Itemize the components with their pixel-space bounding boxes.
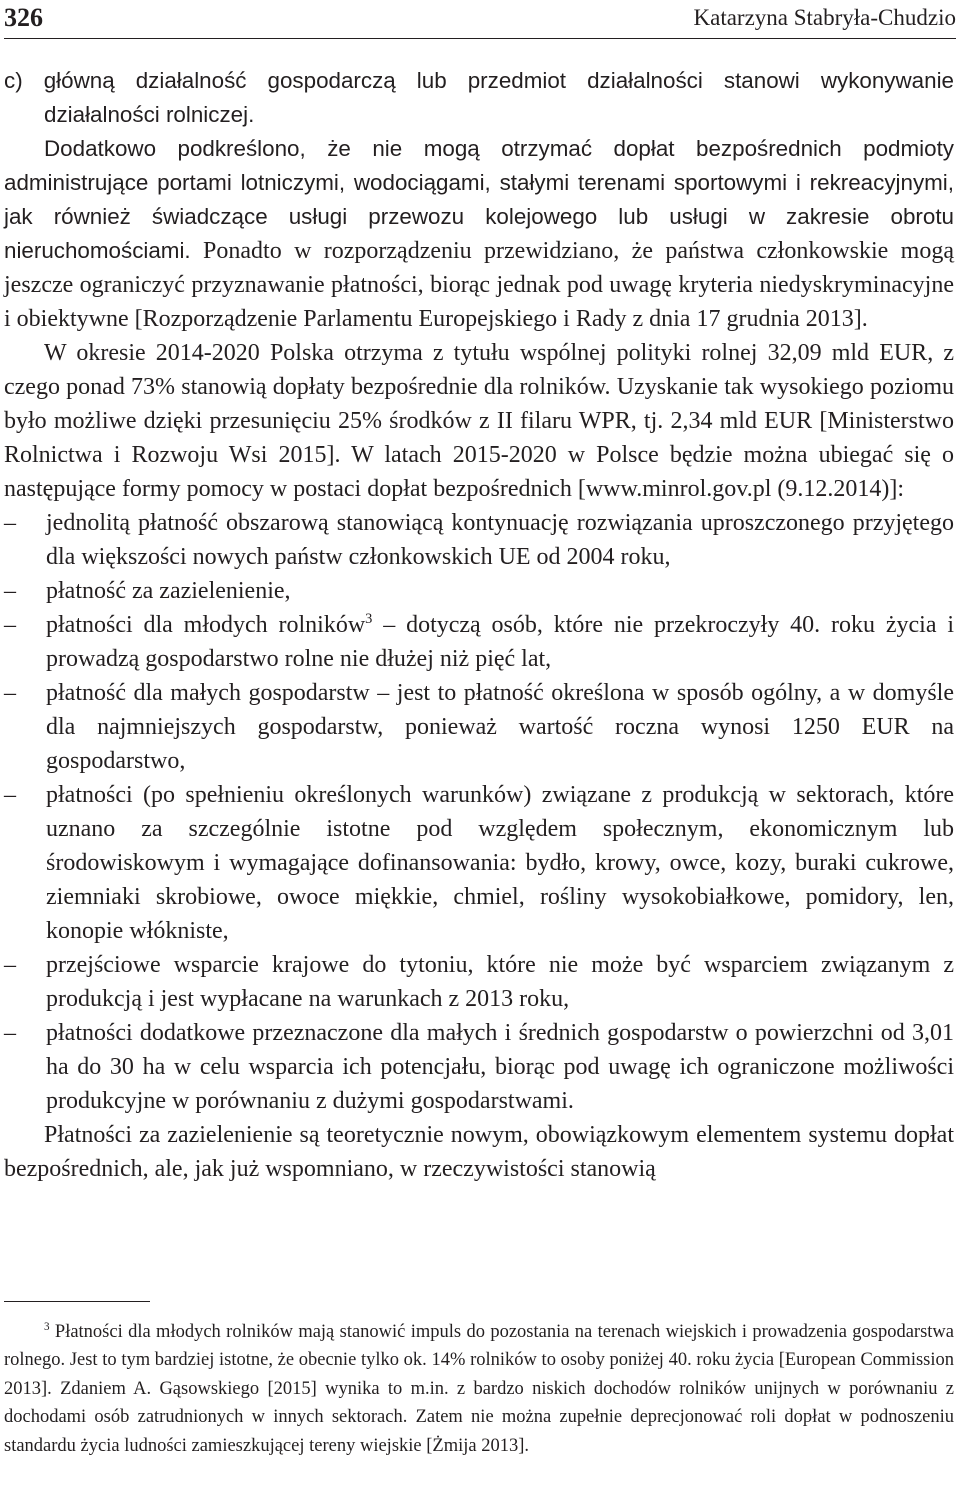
list-item-text: jednolitą płatność obszarową stanowiącą kontynuację rozwiązania uproszczonego przyjętego dla większości nowych państw członkowskich UE od 2004 roku, <box>46 510 954 570</box>
list-item-c: c) główną działalność gospodarczą lub przedmiot działalności stanowi wykonywanie działalności rolniczej. <box>4 68 954 127</box>
dash-bullet: – <box>4 612 16 638</box>
dash-bullet: – <box>4 578 16 604</box>
dash-bullet: – <box>4 510 16 536</box>
footnote-text: Płatności dla młodych rolników mają stanowić impuls do pozostania na terenach wiejskich i prowadzenia gospodarstwa rolnego. Jest to tym bardziej istotne, że obecnie tylko ok. 14% rolników to osoby poniżej 40. roku życia [European Commission 2013]. Zdaniem A. Gąsowskiego [2015] wynika to m.in. z bardzo niskich dochodów rolników unijnych w porównaniu z dochodami osób zatrudnionych w innych sektorach. Zatem nie można zupełnie deprecjonować roli dopłat w podnoszeniu standardu życia ludności zamieszkującej tereny wiejskie [Żmija 2013]. <box>4 1322 954 1456</box>
dash-bullet: – <box>4 1020 16 1046</box>
main-text <box>4 64 954 1186</box>
paragraph-1-rest: Ponadto w rozporządzeniu przewidziano, że państwa członkowskie mogą jeszcze ograniczyć przyznawanie płatności, biorąc jednak pod uwagę kryteria niedyskryminacyjne i obiektywne [Rozporządzenie Parlamentu Europejskiego i Rady z dnia 17 grudnia 2013]. <box>4 238 954 332</box>
dash-bullet: – <box>4 952 16 978</box>
list-item <box>4 506 954 574</box>
list-item <box>4 676 954 778</box>
paragraph-1 <box>4 132 954 336</box>
list-item-text: płatność dla małych gospodarstw – jest to płatność określona w sposób ogólny, a w domyśle dla najmniejszych gospodarstw, ponieważ wartość roczna wynosi 1250 EUR na gospodarstwo, <box>46 680 954 774</box>
dash-bullet: – <box>4 782 16 808</box>
list-item <box>4 1016 954 1118</box>
paragraph-3: Płatności za zazielenienie są teoretycznie nowym, obowiązkowym elementem systemu dopłat bezpośrednich, ale, jak już wspomniano, w rzeczywistości stanowią <box>4 1122 954 1182</box>
list-item <box>4 574 954 608</box>
page-number: 326 <box>4 3 43 32</box>
list-item-text: płatności dodatkowe przeznaczone dla małych i średnich gospodarstw o powierzchni od 3,01 ha do 30 ha w celu wsparcia ich potencjału, biorąc pod uwagę ich ograniczone możliwości produkcyjne w porównaniu z dużymi gospodarstwami. <box>46 1020 954 1114</box>
dash-bullet: – <box>4 680 16 706</box>
list-item-text-start: płatności dla młodych rolników <box>46 612 366 638</box>
list-item-text: płatność za zazielenienie, <box>46 578 291 604</box>
list-item-text: przejściowe wsparcie krajowe do tytoniu, które nie może być wsparciem związanym z produkcją i jest wypłacane na warunkach z 2013 roku, <box>46 952 954 1012</box>
list-item-text-end: – dotyczą osób, które nie przekroczyły 40. roku życia i prowadzą gospodarstwo rolne nie dłużej niż pięć lat, <box>46 612 954 672</box>
list-item <box>4 778 954 948</box>
list-item <box>4 608 954 676</box>
list-item-text: płatności (po spełnieniu określonych warunków) związane z produkcją w sektorach, które uznano za szczególnie istotne pod względem społecznym, ekonomicznym lub środowiskowym i wymagające dofinansowania: bydło, krowy, owce, kozy, buraki cukrowe, ziemniaki skrobiowe, owoce miękkie, chmiel, rośliny wysokobiałkowe, pomidory, len, konopie włókniste, <box>46 782 954 944</box>
page-header <box>4 0 956 39</box>
footnote-separator <box>4 1301 150 1302</box>
paragraph-1-start: Dodatkowo podkreślono, że nie mogą otrzymać dopłat bezpośrednich podmioty administrujące portami lotniczymi, wodociągami, stałymi terenami sportowymi i rekreacyjnymi, jak również świadczące usługi przewozu kolejowego lub usługi w zakresie obrotu nieruchomościami. <box>4 136 954 263</box>
running-header-author: Katarzyna Stabryła-Chudzio <box>693 5 956 30</box>
footnote <box>4 1318 954 1460</box>
list-item <box>4 948 954 1016</box>
footnote-number: 3 <box>44 1320 50 1333</box>
payment-forms-list <box>4 506 954 1118</box>
paragraph-2: W okresie 2014-2020 Polska otrzyma z tytułu wspólnej polityki rolnej 32,09 mld EUR, z czego ponad 73% stanowią dopłaty bezpośrednie dla rolników. Uzyskanie tak wysokiego poziomu było możliwe dzięki przesunięciu 25% środków z II filaru WPR, tj. 2,34 mld EUR [Ministerstwo Rolnictwa i Rozwoju Wsi 2015]. W latach 2015-2020 w Polsce będzie można ubiegać się o następujące formy pomocy w postaci dopłat bezpośrednich [www.minrol.gov.pl (9.12.2014)]: <box>4 340 954 502</box>
footnote-reference[interactable]: 3 <box>365 611 373 627</box>
